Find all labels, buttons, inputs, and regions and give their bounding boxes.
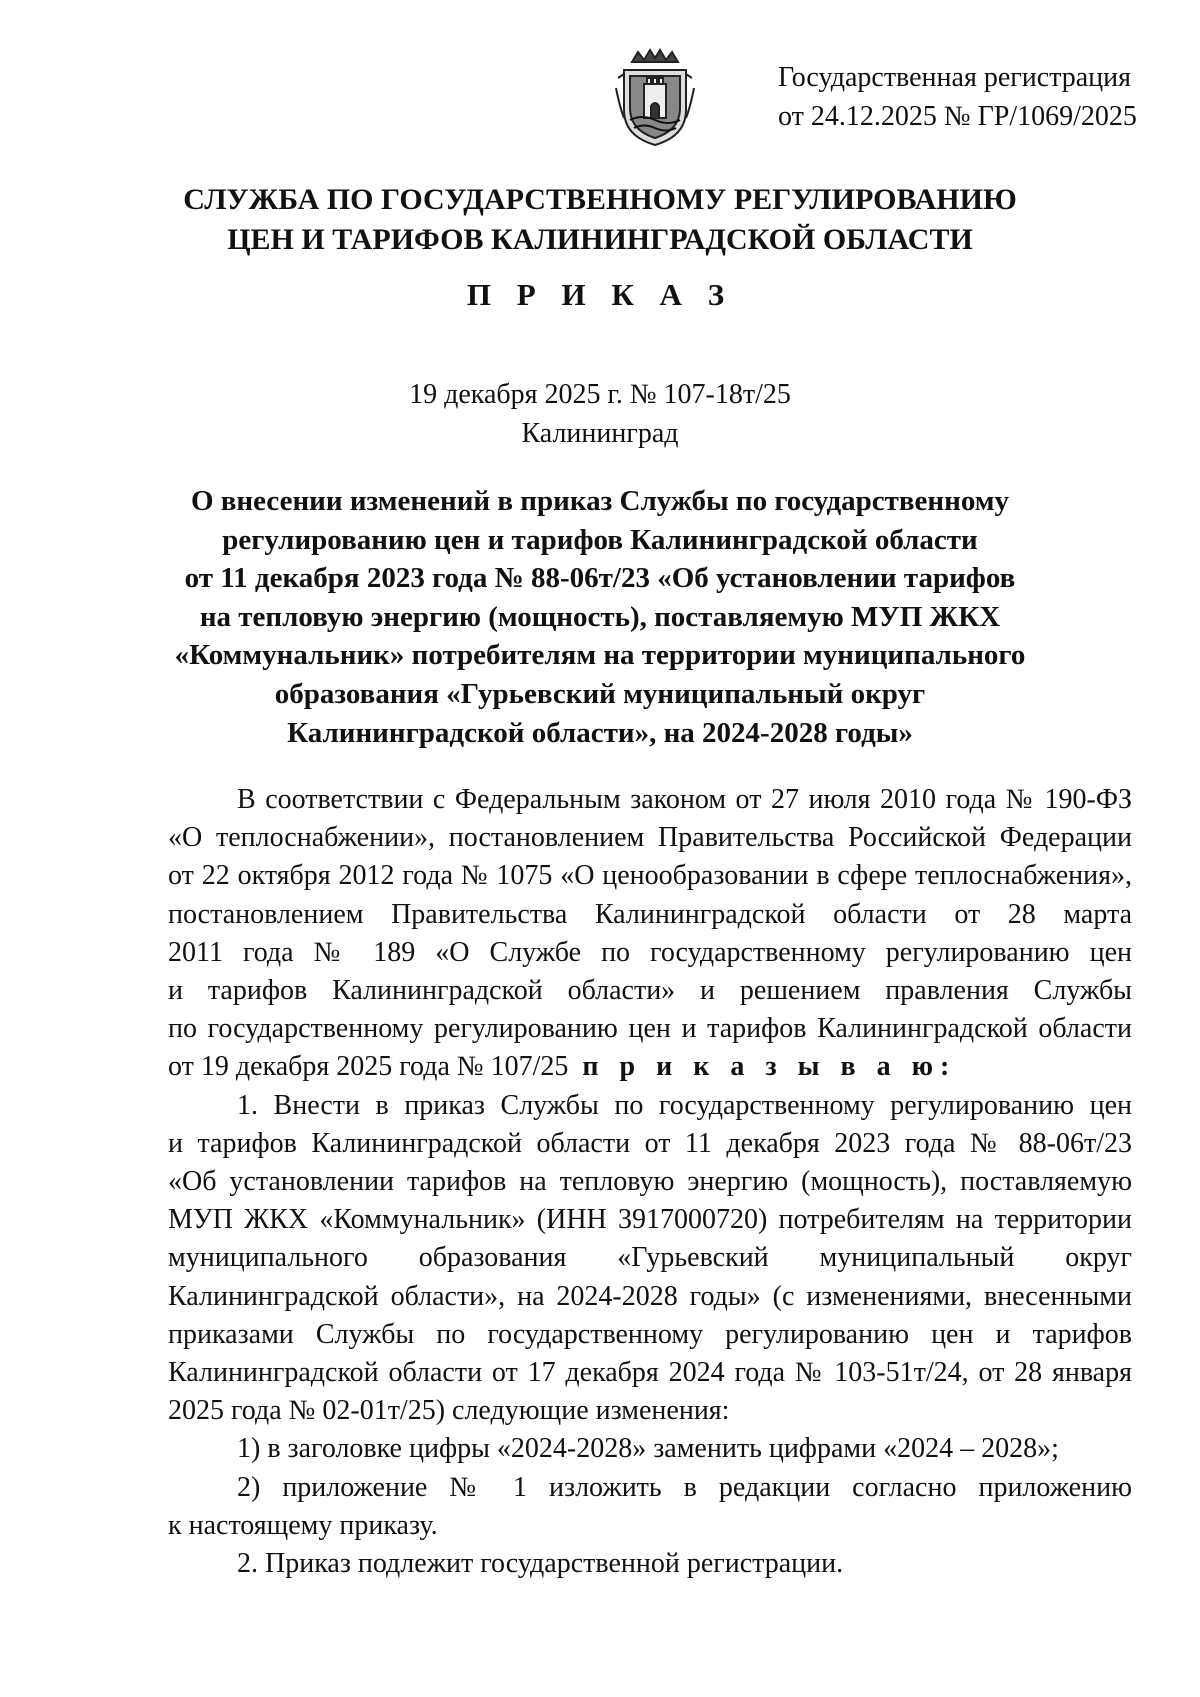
item-1-line: «Об установлении тарифов на тепловую энергию (мощность), поставляемую xyxy=(168,1166,1132,1198)
preamble-line: от 22 октября 2012 года № 1075 «О ценообразовании в сфере теплоснабжения», xyxy=(168,860,1132,892)
sub-item-2-line: к настоящему приказу. xyxy=(168,1509,438,1541)
agency-line-2: ЦЕН И ТАРИФОВ КАЛИНИНГРАДСКОЙ ОБЛАСТИ xyxy=(227,223,973,256)
item-1-line: и тарифов Калининградской области от 11 декабря 2023 года № 88-06т/23 xyxy=(168,1127,1132,1159)
preamble-line: по государственному регулированию цен и тарифов Калининградской области xyxy=(168,1013,1132,1045)
state-registration-stamp xyxy=(778,58,1137,136)
preamble-line: и тарифов Калининградской области» и решением правления Службы xyxy=(168,975,1132,1007)
item-1-line: приказами Службы по государственному регулированию цен и тарифов xyxy=(168,1318,1132,1350)
agency-name xyxy=(0,180,1200,260)
item-1-line: Калининградской области», на 2024-2028 годы» (с изменениями, внесенными xyxy=(168,1280,1132,1312)
registration-line-1: Государственная регистрация xyxy=(778,62,1131,93)
preamble-line: постановлением Правительства Калининградской области от 28 марта xyxy=(168,898,1132,930)
preamble-line: В соответствии с Федеральным законом от 27 июля 2010 года № 190-ФЗ xyxy=(237,784,1132,815)
kaliningrad-coat-of-arms-icon xyxy=(614,48,696,148)
sub-item-1: 1) в заголовке цифры «2024-2028» заменить цифрами «2024 – 2028»; xyxy=(237,1433,1059,1465)
title-line: Калининградской области», на 2024-2028 годы» xyxy=(287,716,913,749)
item-1-last-line: 2025 года № 02-01т/25) следующие изменения: xyxy=(168,1395,730,1427)
title-line: О внесении изменений в приказ Службы по государственному xyxy=(190,485,1010,517)
agency-line-1: СЛУЖБА ПО ГОСУДАРСТВЕННОМУ РЕГУЛИРОВАНИЮ xyxy=(183,183,1017,216)
order-date-number xyxy=(0,375,1200,453)
preamble-last-line xyxy=(168,1048,1132,1086)
title-line: образования «Гурьевский муниципальный округ xyxy=(274,677,926,710)
item-1-line: 1. Внести в приказ Службы по государственному регулированию цен xyxy=(237,1089,1132,1121)
item-1-line: МУП ЖКХ «Коммунальник» (ИНН 3917000720) потребителям на территории xyxy=(168,1204,1132,1236)
order-date: 19 декабря 2025 г. № 107-18т/25 xyxy=(409,379,791,410)
registration-line-2: от 24.12.2025 № ГР/1069/2025 xyxy=(778,101,1137,132)
document-type: П Р И К А З xyxy=(466,277,734,312)
order-verb: п р и к а з ы в а ю: xyxy=(582,1051,957,1083)
preamble-line: 2011 года № 189 «О Службе по государственному регулированию цен xyxy=(168,936,1132,968)
sub-item-2-line: 2) приложение № 1 изложить в редакции согласно приложению xyxy=(237,1471,1132,1503)
preamble-decision-ref: от 19 декабря 2025 года № 107/25 xyxy=(168,1051,569,1083)
document-body xyxy=(168,781,1132,1583)
document-title xyxy=(0,482,1200,752)
preamble-line: «О теплоснабжении», постановлением Правительства Российской Федерации xyxy=(168,822,1132,854)
title-line: «Коммунальник» потребителям на территории муниципального xyxy=(174,639,1026,672)
order-city: Калининград xyxy=(521,418,679,449)
item-1-line: Калининградской области от 17 декабря 2024 года № 103-51т/24, от 28 января xyxy=(168,1357,1132,1389)
title-line: регулированию цен и тарифов Калининградской области xyxy=(222,523,978,556)
title-line: от 11 декабря 2023 года № 88-06т/23 «Об установлении тарифов xyxy=(184,562,1016,595)
item-1-line: муниципального образования «Гурьевский муниципальный округ xyxy=(168,1242,1132,1274)
title-line: на тепловую энергию (мощность), поставляемую МУП ЖКХ xyxy=(199,600,1001,633)
item-2: 2. Приказ подлежит государственной регистрации. xyxy=(237,1548,844,1580)
